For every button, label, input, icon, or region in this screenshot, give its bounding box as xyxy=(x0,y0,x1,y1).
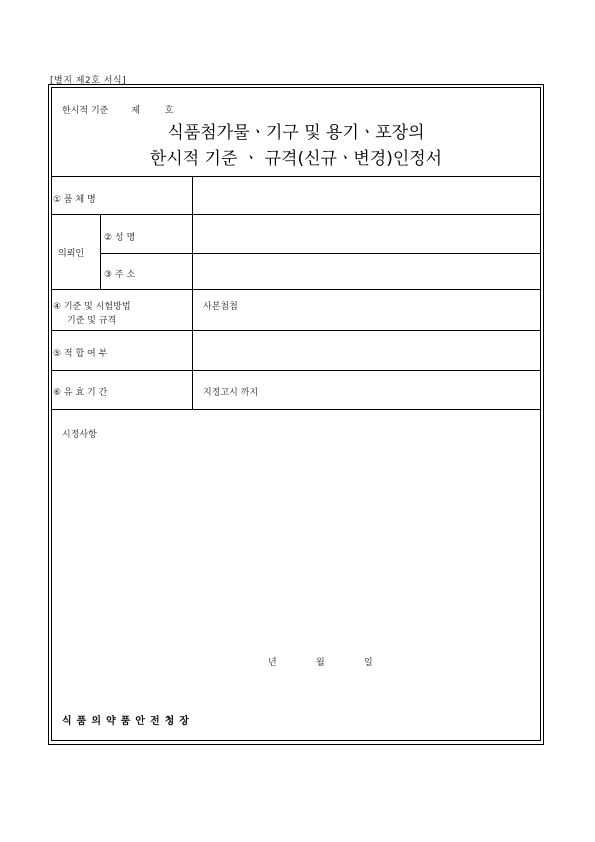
divider-row-4 xyxy=(51,330,541,331)
label-validity: ⑥ 유 효 기 간 xyxy=(53,388,108,398)
doc-no-je: 제 xyxy=(131,106,140,116)
issuer: 식품의약품안전청장 xyxy=(62,716,194,727)
label-standards-line-1: ④ 기준 및 시험방법 xyxy=(53,302,131,312)
divider-applicant-mid xyxy=(100,253,541,254)
form-inner-border xyxy=(51,87,541,741)
value-validity[interactable]: 지정고시 까지 xyxy=(203,388,259,398)
label-applicant-address: ③ 주 소 xyxy=(104,270,136,280)
notes-label: 시정사항 xyxy=(62,430,97,440)
column-divider xyxy=(192,176,193,409)
title-line-2: 한시적 기준 ㆍ 규격(신규ㆍ변경)인정서 xyxy=(149,149,443,169)
document-number xyxy=(62,103,174,116)
label-product-name: ① 품 체 명 xyxy=(53,195,96,205)
applicant-group-divider xyxy=(100,214,101,289)
label-applicant-name: ② 성 명 xyxy=(104,233,136,243)
doc-no-ho: 호 xyxy=(164,106,174,116)
divider-row-6 xyxy=(51,409,541,410)
date-year: 년 xyxy=(268,658,277,668)
doc-no-label: 한시적 기준 xyxy=(62,106,109,116)
date-day: 일 xyxy=(364,658,373,668)
title-line-1: 식품첨가물ㆍ기구 및 용기ㆍ포장의 xyxy=(167,123,425,143)
divider-row-5 xyxy=(51,370,541,371)
date-month: 월 xyxy=(316,658,325,668)
form-code: [별지 제2호 서식] xyxy=(50,76,127,86)
divider-row-3 xyxy=(51,289,541,290)
divider-header xyxy=(51,176,541,177)
divider-row-1 xyxy=(51,214,541,215)
value-standards[interactable]: 사본첨첨 xyxy=(203,302,238,312)
label-applicant-group: 의뢰인 xyxy=(58,249,85,259)
label-standards-line-2: 기준 및 규격 xyxy=(67,316,117,326)
label-suitability: ⑤ 적 합 여 부 xyxy=(53,349,108,359)
